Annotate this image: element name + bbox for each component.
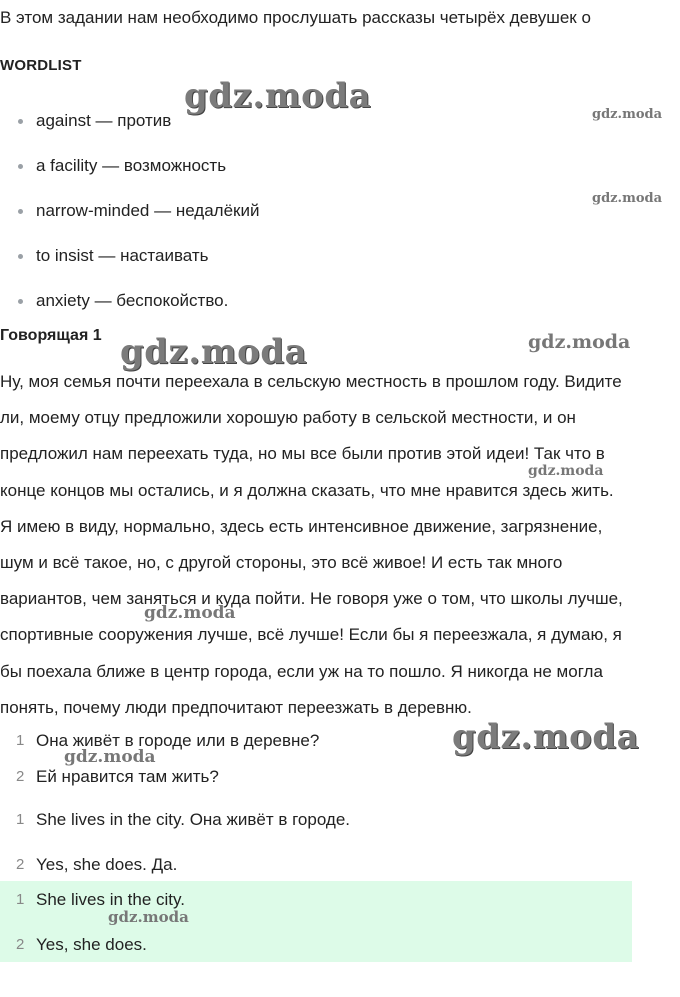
wordlist xyxy=(0,106,259,331)
watermark-logo: gdz.moda xyxy=(528,331,631,353)
speaker-paragraph xyxy=(0,364,680,726)
wordlist-item: against — против xyxy=(0,106,259,151)
questions-list xyxy=(0,730,319,802)
wordlist-heading: WORDLIST xyxy=(0,57,82,74)
paragraph-line: Ну, моя семья почти переехала в сельскую местность в прошлом году. Видите xyxy=(0,372,622,391)
bullet-icon xyxy=(18,209,23,214)
intro-text: В этом задании нам необходимо прослушать рассказы четырёх девушек о xyxy=(0,8,591,27)
answer-item: 2 Yes, she does. xyxy=(16,935,147,954)
watermark-logo: gdz.moda xyxy=(452,717,640,757)
paragraph-line: конце концов мы остались, и я должна сказать, что мне нравится здесь жить. xyxy=(0,480,614,500)
paragraph-line: спортивные сооружения лучше, всё лучше! Если бы я переезжала, я думаю, я xyxy=(0,625,622,645)
watermark-logo: gdz.moda xyxy=(592,107,663,122)
watermark-logo: gdz.moda xyxy=(528,463,604,479)
paragraph-line: предложил нам переехать туда, но мы все были против этой идеи! Так что в xyxy=(0,444,605,464)
wordlist-item: a facility — возможность xyxy=(0,151,259,196)
watermark-logo: gdz.moda xyxy=(144,603,236,623)
paragraph-line: Я имею в виду, нормально, здесь есть интенсивное движение, загрязнение, xyxy=(0,516,603,536)
paragraph-line: ли, моему отцу предложили хорошую работу в сельской местности, и он xyxy=(0,408,576,428)
paragraph-line: вариантов, чем заняться и куда пойти. Не говоря уже о том, что школы лучше, xyxy=(0,589,623,609)
answer-item: 1 She lives in the city. xyxy=(16,890,185,909)
wordlist-item: narrow-minded — недалёкий xyxy=(0,196,259,241)
answers-highlighted-list xyxy=(0,889,185,979)
watermark-logo: gdz.moda xyxy=(108,908,189,926)
intro-cut-line xyxy=(0,30,680,50)
watermark-logo: gdz.moda xyxy=(184,76,372,116)
bullet-icon xyxy=(18,299,23,304)
watermark-logo: gdz.moda xyxy=(592,191,663,206)
paragraph-line: понять, почему люди предпочитают переезжать в деревню. xyxy=(0,697,472,717)
speaker-heading: Говорящая 1 xyxy=(0,327,102,344)
paragraph-line: бы поехала ближе в центр города, если уж на то пошло. Я никогда не могла xyxy=(0,661,603,681)
question-item: 2 Ей нравится там жить? xyxy=(16,767,219,786)
bullet-icon xyxy=(18,254,23,259)
wordlist-item: anxiety — беспокойство. xyxy=(0,286,259,331)
answer-item: 1 She lives in the city. Она живёт в городе. xyxy=(16,810,351,829)
watermark-logo: gdz.moda xyxy=(64,747,156,767)
watermark-logo: gdz.moda xyxy=(120,332,308,372)
wordlist-item: to insist — настаивать xyxy=(0,241,259,286)
answer-item: 2 Yes, she does. Да. xyxy=(16,855,178,874)
bullet-icon xyxy=(18,164,23,169)
question-item: 1 Она живёт в городе или в деревне? xyxy=(16,731,320,750)
paragraph-line: шум и всё такое, но, с другой стороны, это всё живое! И есть так много xyxy=(0,553,563,573)
bullet-icon xyxy=(18,119,23,124)
